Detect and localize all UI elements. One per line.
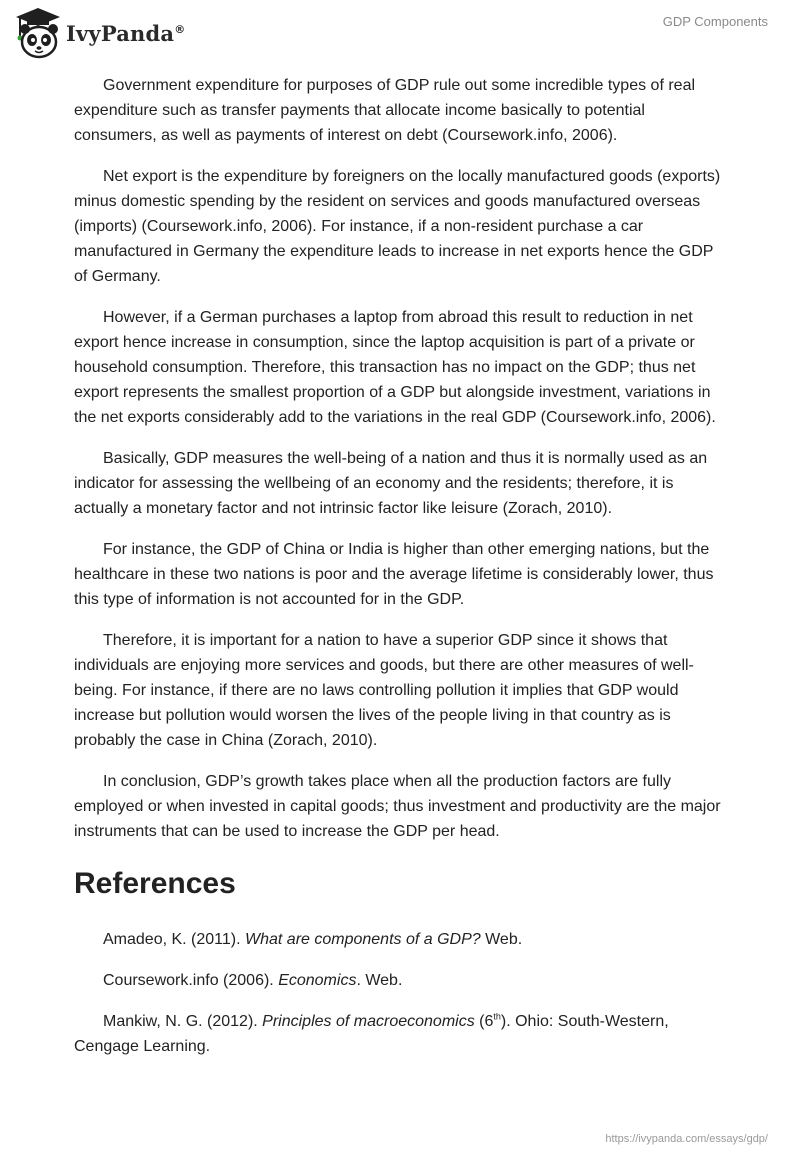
reference-title: Economics bbox=[278, 972, 357, 989]
page-header bbox=[0, 0, 800, 70]
essay-body bbox=[74, 73, 724, 1075]
paragraph: In conclusion, GDP’s growth takes place when all the production factors are fully employed or when invested in capital goods; thus investment and productivity are the major instruments that can be used to increase the GDP per head. bbox=[74, 773, 721, 840]
paragraph: For instance, the GDP of China or India is higher than other emerging nations, but the healthcare in these two nations is poor and the average lifetime is considerably lower, thus this type of information is not accounted for in the GDP. bbox=[74, 541, 714, 608]
reference-item: Mankiw, N. G. (2012). Principles of macroeconomics (6th). Ohio: South-Western, Cengage Learning. bbox=[74, 1011, 669, 1055]
paragraph: Government expenditure for purposes of GDP rule out some incredible types of real expenditure such as transfer payments that allocate income basically to potential consumers, as well as payments of interest on debt (Coursework.info, 2006). bbox=[74, 77, 696, 144]
source-url[interactable]: https://ivypanda.com/essays/gdp/ bbox=[605, 1133, 768, 1145]
paragraph: Basically, GDP measures the well-being of a nation and thus it is normally used as an indicator for assessing the wellbeing of an economy and the residents; therefore, it is actually a monetary factor and not intrinsic factor like leisure (Zorach, 2010). bbox=[74, 450, 708, 517]
paragraph: However, if a German purchases a laptop from abroad this result to reduction in net export hence increase in consumption, since the laptop acquisition is part of a private or household consumption. Therefore, this transaction has no impact on the GDP; thus net export represents the smallest proportion of a GDP but alongside investment, variations in the net exports considerably add to the variations in the real GDP (Coursework.info, 2006). bbox=[74, 309, 716, 426]
reference-title: What are components of a GDP? bbox=[245, 931, 481, 948]
document-title: GDP Components bbox=[662, 14, 768, 29]
paragraph: Net export is the expenditure by foreigners on the locally manufactured goods (exports) minus domestic spending by the resident on services and goods manufactured overseas (imports) (Coursework.info, 2006). For instance, if a non-resident purchase a car manufactured in Germany the expenditure leads to increase in net exports hence the GDP of Germany. bbox=[74, 168, 721, 285]
ivypanda-logo[interactable] bbox=[14, 6, 185, 60]
paragraph: Therefore, it is important for a nation to have a superior GDP since it shows that individuals are enjoying more services and goods, but there are other measures of well-being. For instance, if there are no laws controlling pollution it implies that GDP would increase but pollution would worsen the lives of the people living in that country as is probably the case in China (Zorach, 2010). bbox=[74, 632, 694, 749]
references-heading: References bbox=[74, 867, 236, 900]
reference-item: Coursework.info (2006). Economics. Web. bbox=[103, 972, 403, 989]
reference-item: Amadeo, K. (2011). What are components of a GDP? Web. bbox=[103, 931, 523, 948]
panda-mascot-icon bbox=[14, 6, 62, 60]
reference-title: Principles of macroeconomics bbox=[262, 1013, 475, 1030]
logo-text: IvyPanda® bbox=[66, 20, 186, 46]
